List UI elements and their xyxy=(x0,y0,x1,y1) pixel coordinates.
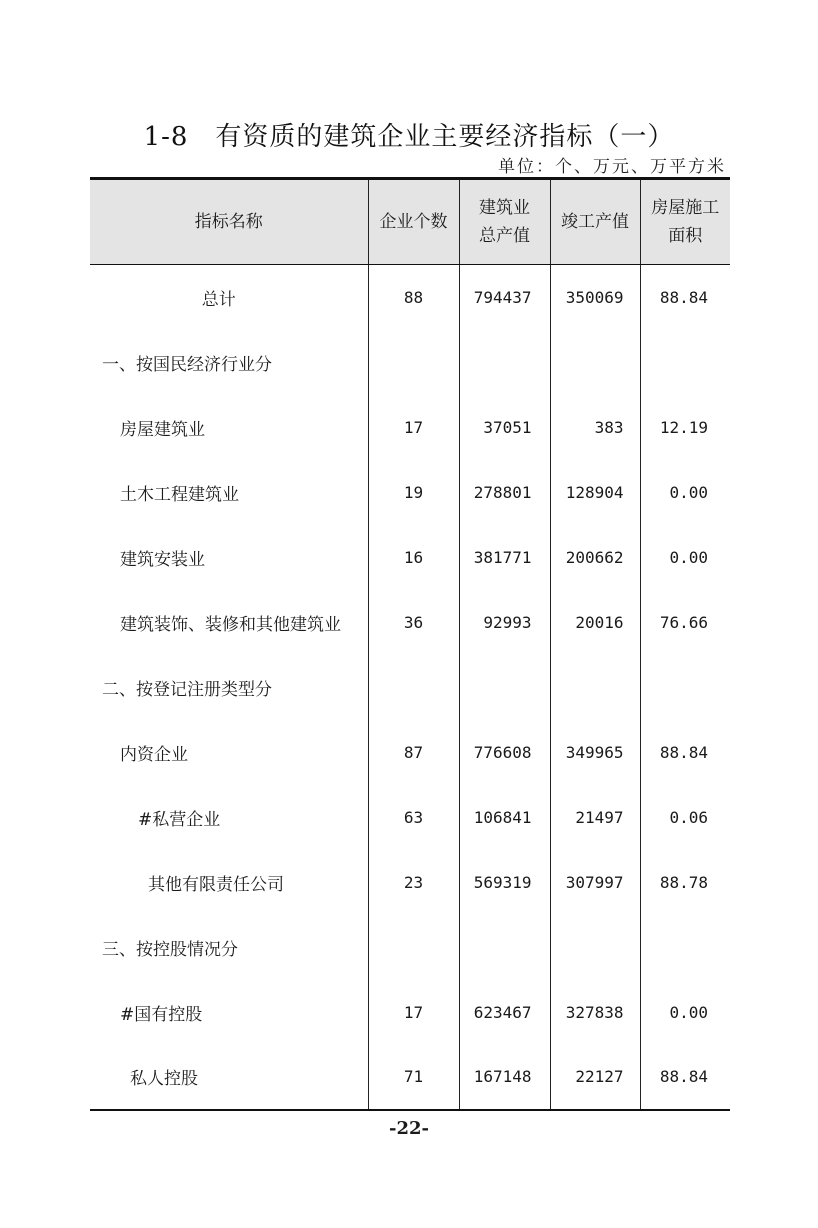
header-completed-output: 竣工产值 xyxy=(550,179,640,265)
cell-area: 88.84 xyxy=(640,720,730,785)
row-label: 其他有限责任公司 xyxy=(148,874,284,895)
cell-completed: 22127 xyxy=(550,1045,640,1110)
cell-area xyxy=(640,915,730,980)
cell-completed: 200662 xyxy=(550,525,640,590)
table-row xyxy=(90,1045,730,1110)
header-floor-area-line1: 房屋施工 xyxy=(651,198,720,218)
cell-output: 794437 xyxy=(459,265,550,330)
cell-completed: 21497 xyxy=(550,785,640,850)
row-label: 私人控股 xyxy=(90,1045,368,1110)
cell-area xyxy=(640,655,730,720)
section-label: 一、按国民经济行业分 xyxy=(102,354,272,375)
cell-output: 278801 xyxy=(459,460,550,525)
header-total-output-line1: 建筑业 xyxy=(479,198,530,218)
cell-count: 16 xyxy=(368,525,459,590)
row-label: #私营企业 xyxy=(138,809,221,830)
table-row xyxy=(90,460,730,525)
header-total-output-line2: 总产值 xyxy=(479,226,530,246)
cell-count: 23 xyxy=(368,850,459,915)
table-row xyxy=(90,265,730,330)
row-label: 总计 xyxy=(201,289,236,310)
header-floor-area xyxy=(640,179,730,265)
cell-area xyxy=(640,330,730,395)
cell-area: 0.00 xyxy=(640,460,730,525)
cell-output: 167148 xyxy=(459,1045,550,1110)
table-row xyxy=(90,590,730,655)
cell-completed xyxy=(550,330,640,395)
section-label: 二、按登记注册类型分 xyxy=(102,679,272,700)
cell-count xyxy=(368,915,459,980)
row-label: 建筑安装业 xyxy=(120,549,205,570)
cell-completed: 327838 xyxy=(550,980,640,1045)
cell-output: 623467 xyxy=(459,980,550,1045)
page-number: -22- xyxy=(389,1118,429,1139)
table-row xyxy=(90,395,730,460)
table-row xyxy=(90,330,730,395)
table-header-row xyxy=(90,179,730,265)
cell-count: 19 xyxy=(368,460,459,525)
row-label: 房屋建筑业 xyxy=(120,419,205,440)
header-indicator-name: 指标名称 xyxy=(90,179,368,265)
cell-area: 0.06 xyxy=(640,785,730,850)
cell-output xyxy=(459,655,550,720)
table-row xyxy=(90,850,730,915)
economic-indicators-table xyxy=(90,177,730,1111)
cell-completed: 349965 xyxy=(550,720,640,785)
section-label: 三、按控股情况分 xyxy=(102,939,238,960)
cell-output: 776608 xyxy=(459,720,550,785)
cell-count: 88 xyxy=(368,265,459,330)
cell-completed: 20016 xyxy=(550,590,640,655)
cell-area: 88.78 xyxy=(640,850,730,915)
cell-area: 88.84 xyxy=(640,1045,730,1110)
table-row xyxy=(90,655,730,720)
unit-note: 单位：个、万元、万平方米 xyxy=(498,157,726,177)
cell-count: 17 xyxy=(368,980,459,1045)
cell-completed: 307997 xyxy=(550,850,640,915)
cell-area: 12.19 xyxy=(640,395,730,460)
cell-completed: 128904 xyxy=(550,460,640,525)
cell-output xyxy=(459,915,550,980)
cell-area: 0.00 xyxy=(640,525,730,590)
cell-count: 63 xyxy=(368,785,459,850)
cell-count: 36 xyxy=(368,590,459,655)
table-row xyxy=(90,525,730,590)
cell-count xyxy=(368,655,459,720)
cell-output: 106841 xyxy=(459,785,550,850)
cell-completed: 383 xyxy=(550,395,640,460)
cell-area: 0.00 xyxy=(640,980,730,1045)
table-row xyxy=(90,720,730,785)
cell-completed xyxy=(550,655,640,720)
header-enterprise-count: 企业个数 xyxy=(368,179,459,265)
cell-completed xyxy=(550,915,640,980)
cell-area: 76.66 xyxy=(640,590,730,655)
cell-count: 87 xyxy=(368,720,459,785)
cell-count: 17 xyxy=(368,395,459,460)
cell-output xyxy=(459,330,550,395)
row-label: #国有控股 xyxy=(120,1004,203,1025)
header-floor-area-line2: 面积 xyxy=(668,226,703,246)
table-title: 1-8 有资质的建筑企业主要经济指标（一） xyxy=(143,122,675,152)
table-row xyxy=(90,980,730,1045)
cell-output: 381771 xyxy=(459,525,550,590)
cell-count: 71 xyxy=(368,1045,459,1110)
row-label: 土木工程建筑业 xyxy=(120,484,239,505)
cell-output: 37051 xyxy=(459,395,550,460)
cell-area: 88.84 xyxy=(640,265,730,330)
cell-count xyxy=(368,330,459,395)
cell-output: 92993 xyxy=(459,590,550,655)
row-label: 内资企业 xyxy=(120,744,188,765)
cell-completed: 350069 xyxy=(550,265,640,330)
header-total-output xyxy=(459,179,550,265)
table-row xyxy=(90,785,730,850)
table-row xyxy=(90,915,730,980)
row-label: 建筑装饰、装修和其他建筑业 xyxy=(120,614,341,635)
cell-output: 569319 xyxy=(459,850,550,915)
